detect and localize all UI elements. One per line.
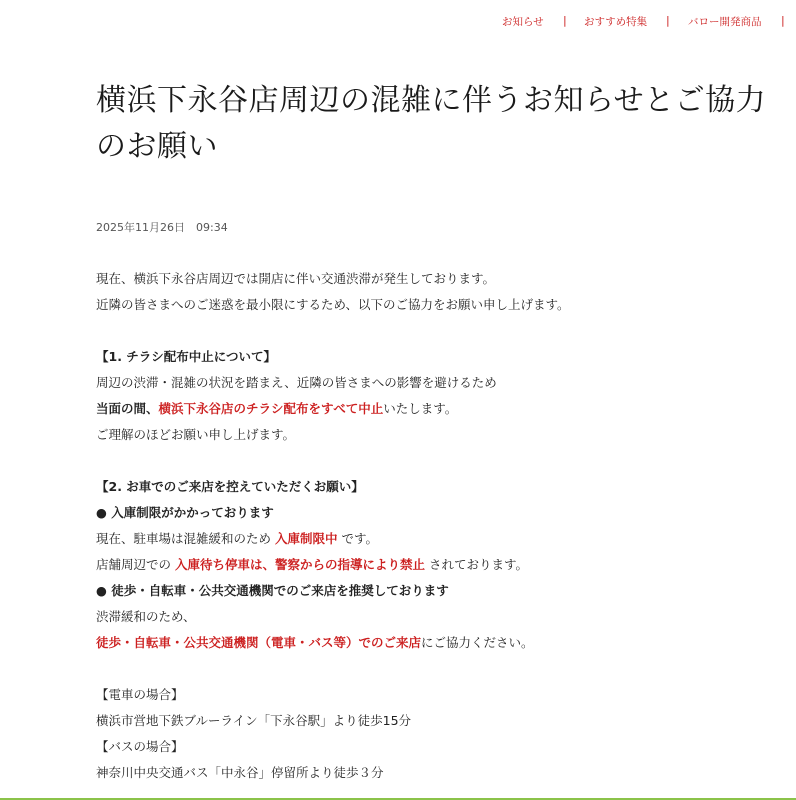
nav-separator: | [563,14,567,27]
intro-line: 現在、横浜下永谷店周辺では開店に伴い交通渋滞が発生しております。 [96,271,496,286]
top-navigation [0,14,796,34]
nav-link-news[interactable]: お知らせ [502,16,544,28]
intro-line: 近隣の皆さまへのご迷惑を最小限にするため、以下のご協力をお願い申し上げます。 [96,297,570,312]
transit-request [96,630,786,656]
transit-highlight: 徒歩・自転車・公共交通機関（電車・バス等）でのご来店 [96,635,422,650]
transit-request-tail: にご協力ください。 [421,635,534,650]
train-access-text: 横浜市営地下鉄ブルーライン「下永谷駅」より徒歩15分 [96,713,412,728]
section1-notice [96,396,786,422]
bullet-parking-restriction: ● 入庫制限がかかっております [96,505,274,520]
article-body [96,266,786,786]
section1-text: 周辺の渋滞・混雑の状況を踏まえ、近隣の皆さまへの影響を避けるため [96,375,497,390]
bus-access-text: 神奈川中央交通バス「中永谷」停留所より徒歩３分 [96,765,384,780]
page-title: 横浜下永谷店周辺の混雑に伴うお知らせとご協力のお願い [96,83,767,164]
section2-text: 渋滞緩和のため、 [96,609,196,624]
parking-status [96,526,786,552]
section1-heading: 【1. チラシ配布中止について】 [96,349,277,364]
train-heading: 【電車の場合】 [96,687,184,702]
section1-text: ご理解のほどお願い申し上げます。 [96,427,296,442]
parking-status-tail: です。 [337,531,378,546]
nav-separator: | [781,14,785,27]
section1-notice-lead: 当面の間、 [96,401,159,416]
bus-heading: 【バスの場合】 [96,739,184,754]
flyer-stop-highlight: 横浜下永谷店のチラシ配布をすべて中止 [158,401,384,416]
post-date: 2025年11月26日 09:34 [96,221,228,234]
no-waiting-notice [96,552,786,578]
nav-separator: | [666,14,670,27]
section2-heading: 【2. お車でのご来店を控えていただくお願い】 [96,479,364,494]
no-waiting-lead: 店舗周辺での [96,557,175,572]
parking-restricted-highlight: 入庫制限中 [274,531,338,546]
bullet-recommend-transit: ● 徒歩・自転車・公共交通機関でのご来店を推奨しております [96,583,449,598]
no-waiting-tail: されております。 [425,557,528,572]
section1-notice-tail: いたします。 [383,401,458,416]
parking-status-lead: 現在、駐車場は混雑緩和のため [96,531,275,546]
nav-link-private-brand[interactable]: バロー開発商品 [688,16,762,28]
nav-link-featured[interactable]: おすすめ特集 [584,16,648,28]
no-waiting-highlight: 入庫待ち停車は、警察からの指導により禁止 [174,557,425,572]
